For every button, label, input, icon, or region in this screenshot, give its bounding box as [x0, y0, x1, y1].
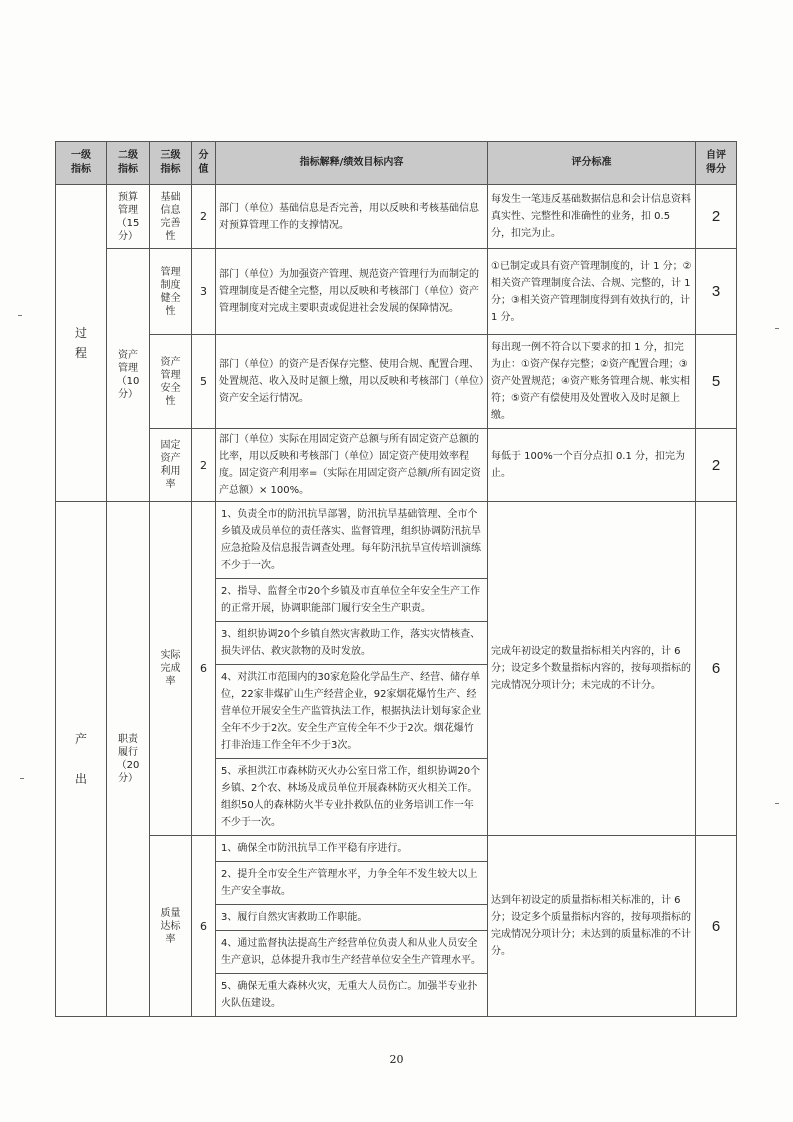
header-self-score: 自评 得分 [696, 142, 737, 185]
quality-item: 4、通过监督执法提高生产经营单位负责人和从业人员安全生产意识，总体提升我市生产经营单位安全生产管理水平。 [216, 931, 487, 974]
asset-level2: 资产 管理 （10 分） [107, 249, 150, 502]
scan-mark [20, 778, 24, 779]
table-row [56, 429, 737, 502]
safety-score: 5 [696, 335, 737, 429]
group-output: 产 出 [56, 502, 107, 1017]
mgmt-score: 3 [696, 249, 737, 335]
actual-weight: 6 [192, 502, 216, 836]
actual-items [216, 502, 488, 836]
quality-item: 3、履行自然灾害救助工作职能。 [216, 905, 487, 931]
scan-mark [775, 803, 779, 804]
scan-mark [775, 328, 779, 329]
header-explain: 指标解释/绩效目标内容 [216, 142, 488, 185]
scan-mark [18, 315, 22, 316]
table-row [56, 502, 737, 836]
group-process: 过 程 [56, 185, 107, 502]
budget-level2: 预算 管理 （15 分） [107, 185, 150, 249]
safety-weight: 5 [192, 335, 216, 429]
table-row [56, 836, 737, 1017]
evaluation-table [55, 141, 737, 1017]
header-row [56, 142, 737, 185]
header-level2: 二级 指标 [107, 142, 150, 185]
actual-level3: 实际 完成 率 [150, 502, 192, 836]
header-level1: 一级 指标 [56, 142, 107, 185]
duty-level2: 职责 履行 （20 分） [107, 502, 150, 1017]
basic-standard: 每发生一笔违反基础数据信息和会计信息资料真实性、完整性和准确性的业务，扣 0.5 分，扣完为止。 [488, 185, 696, 249]
basic-score: 2 [696, 185, 737, 249]
safety-standard: 每出现一例不符合以下要求的扣 1 分，扣完为止：①资产保存完整；②资产配置合理；③资产处置规范；④资产账务管理合规、帐实相符；⑤资产有偿使用及处置收入及时足额上缴。 [488, 335, 696, 429]
page-number: 20 [389, 1053, 404, 1066]
basic-weight: 2 [192, 185, 216, 249]
basic-level3: 基础 信息 完善 性 [150, 185, 192, 249]
quality-score: 6 [696, 836, 737, 1017]
fixed-weight: 2 [192, 429, 216, 502]
quality-standard: 达到年初设定的质量指标相关标准的，计 6 分；设定多个质量指标内容的，按每项指标的完成情况分项计分；未达到的质量标准的不计分。 [488, 836, 696, 1017]
fixed-standard: 每低于 100%一个百分点扣 0.1 分，扣完为止。 [488, 429, 696, 502]
actual-item: 4、对洪江市范围内的30家危险化学品生产、经营、储存单位，22家非煤矿山生产经营企业，92家烟花爆竹生产、经营单位开展安全生产监管执法工作，根据执法计划每家企业全年不少于2次。安全生产宣传全年不少于2次。烟花爆竹打非治违工作全年不少于3次。 [216, 665, 487, 759]
safety-level3: 资产 管理 安全 性 [150, 335, 192, 429]
fixed-level3: 固定 资产 利用 率 [150, 429, 192, 502]
quality-level3: 质量 达标 率 [150, 836, 192, 1017]
quality-item: 5、确保无重大森林火灾，无重大人员伤亡。加强半专业扑火队伍建设。 [221, 981, 478, 1009]
actual-standard: 完成年初设定的数量指标相关内容的，计 6 分；设定多个数量指标内容的，按每项指标的完成情况分项计分；未完成的不计分。 [488, 502, 696, 836]
actual-item: 5、承担洪江市森林防灭火办公室日常工作，组织协调20个乡镇、2个农、林场及成员单位开展森林防灭火相关工作。组织50人的森林防火半专业扑救队伍的业务培训工作一年不少于一次。 [221, 766, 481, 828]
fixed-explain: 部门（单位）实际在用固定资产总额与所有固定资产总额的比率，用以反映和考核部门（单位）固定资产使用效率程度。固定资产利用率=（实际在用固定资产总额/所有固定资产总额）× 100%。 [216, 429, 488, 502]
mgmt-level3: 管理 制度 健全 性 [150, 249, 192, 335]
header-weight: 分 值 [192, 142, 216, 185]
quality-item: 2、提升全市安全生产管理水平，力争全年不发生较大以上生产安全事故。 [216, 862, 487, 905]
basic-explain: 部门（单位）基础信息是否完善，用以反映和考核基础信息对预算管理工作的支撑情况。 [216, 185, 488, 249]
quality-items [216, 836, 488, 1017]
fixed-score: 2 [696, 429, 737, 502]
mgmt-weight: 3 [192, 249, 216, 335]
actual-item: 1、负责全市的防汛抗旱部署，防汛抗旱基础管理、全市个乡镇及成员单位的责任落实、监督管理，组织协调防汛抗旱应急抢险及信息报告调查处理。每年防汛抗旱宣传培训演练不少于一次。 [216, 502, 487, 579]
table-row [56, 335, 737, 429]
actual-score: 6 [696, 502, 737, 836]
header-standard: 评分标准 [488, 142, 696, 185]
actual-item: 3、组织协调20个乡镇自然灾害救助工作，落实灾情核查、损失评估、救灾款物的及时发放。 [216, 622, 487, 665]
quality-weight: 6 [192, 836, 216, 1017]
header-level3: 三级 指标 [150, 142, 192, 185]
mgmt-standard: ①已制定或具有资产管理制度的，计 1 分；②相关资产管理制度合法、合规、完整的，计 1 分；③相关资产管理制度得到有效执行的，计 1 分。 [488, 249, 696, 335]
actual-item: 2、指导、监督全市20个乡镇及市直单位全年安全生产工作的正常开展，协调职能部门履行安全生产职责。 [216, 579, 487, 622]
table-row [56, 249, 737, 335]
quality-item: 1、确保全市防汛抗旱工作平稳有序进行。 [216, 836, 487, 862]
mgmt-explain: 部门（单位）为加强资产管理、规范资产管理行为而制定的管理制度是否健全完整，用以反映和考核部门（单位）资产管理制度对完成主要职责或促进社会发展的保障情况。 [216, 249, 488, 335]
safety-explain: 部门（单位）的资产是否保存完整、使用合规、配置合理、处置规范、收入及时足额上缴，用以反映和考核部门（单位）资产安全运行情况。 [216, 335, 488, 429]
table-row [56, 185, 737, 249]
